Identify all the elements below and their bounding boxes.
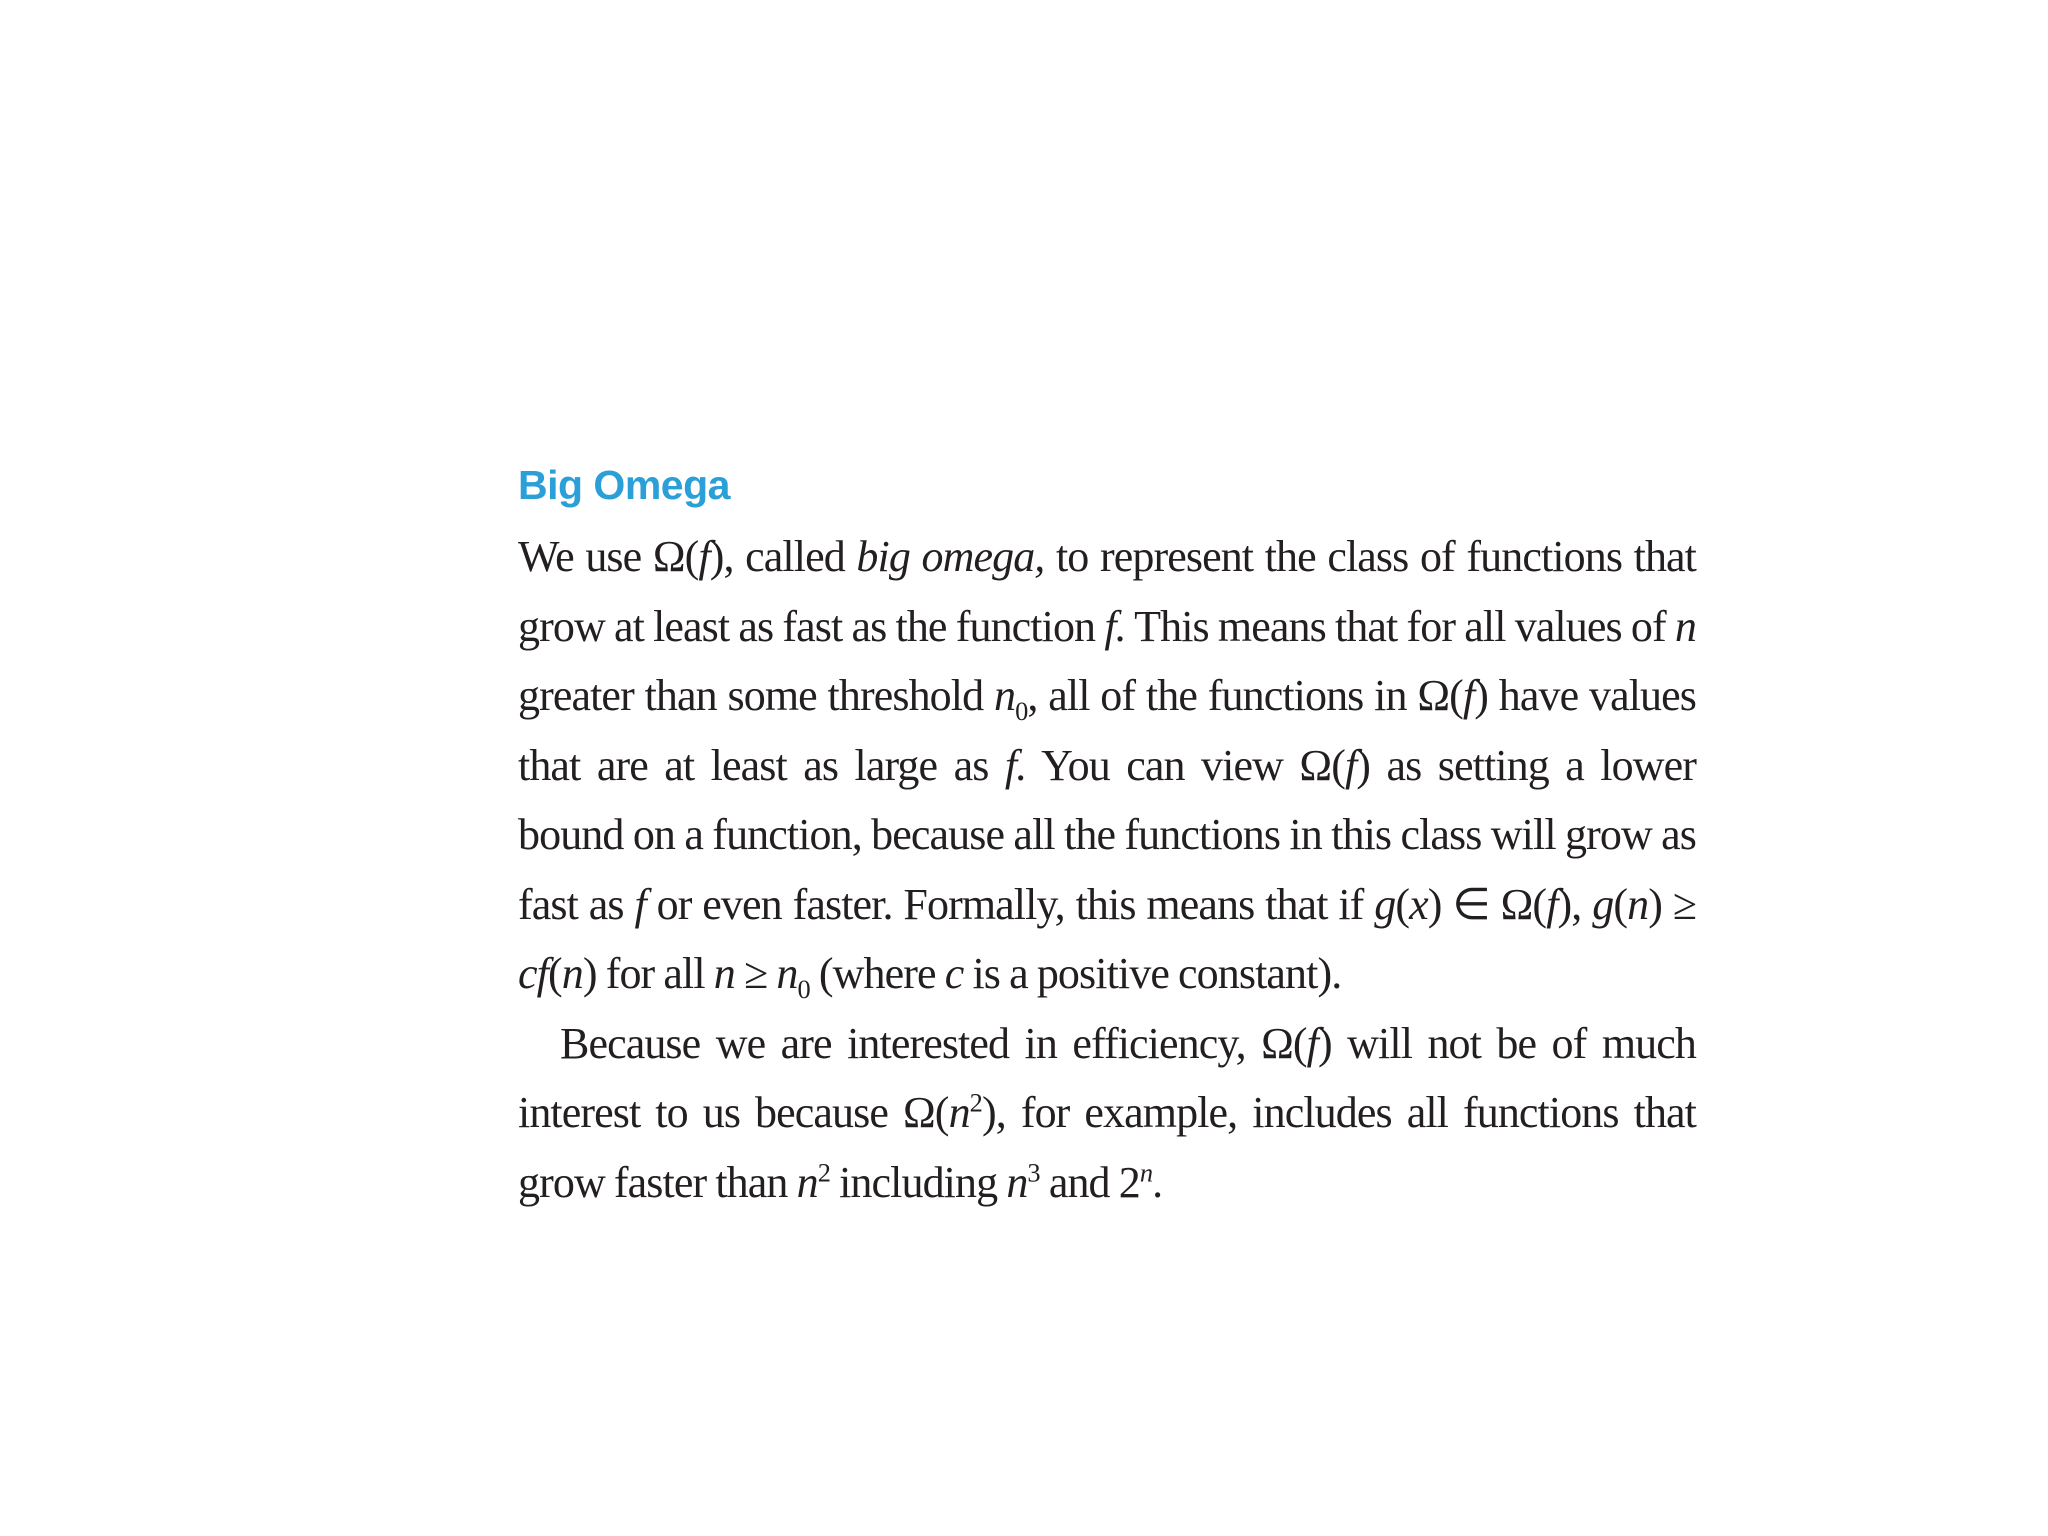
- text-run: big omega,: [856, 532, 1045, 581]
- text-run: , all of the functions in Ω(: [1027, 671, 1463, 720]
- text-run: n: [948, 1088, 970, 1137]
- text-run: f: [634, 879, 646, 929]
- text-run: 0: [797, 973, 810, 1004]
- text-run: You can view Ω(: [1026, 740, 1345, 790]
- text-run: ), called: [709, 532, 857, 581]
- text-run: x: [1409, 879, 1428, 929]
- superscript: [970, 1087, 982, 1117]
- text-run: 0: [1015, 695, 1028, 726]
- text-run: n: [1627, 879, 1649, 929]
- text-run: ) have values that are at least as large as: [518, 671, 1697, 790]
- subscript: [797, 974, 809, 1004]
- text-run: greater than some threshold: [518, 671, 994, 720]
- text-run: f: [1306, 1018, 1318, 1068]
- section-body: [518, 522, 1696, 1217]
- text-run: 3: [1027, 1156, 1040, 1187]
- text-run: Because we are interested in efficiency, Ω(: [560, 1018, 1307, 1068]
- text-run: n: [713, 949, 735, 998]
- text-run: ) for all: [582, 949, 714, 998]
- text-run: n: [561, 949, 583, 998]
- text-run: ) as setting a lower bound on a function, because all the functions in this class will grow as fast as: [518, 740, 1696, 929]
- paragraph: [518, 522, 1696, 1009]
- superscript: [818, 1157, 830, 1187]
- text-run: f: [698, 532, 710, 581]
- text-run: is a positive constant).: [963, 949, 1342, 998]
- text-run: cf: [518, 949, 548, 998]
- text-run: g: [1592, 879, 1614, 929]
- text-run: (: [1613, 879, 1628, 929]
- text-run: ≥: [734, 949, 777, 998]
- text-run: including: [830, 1157, 1007, 1207]
- text-run: n: [796, 1157, 818, 1207]
- text-run: ) ≥: [1648, 879, 1697, 929]
- text-run: g: [1374, 879, 1396, 929]
- text-run: (: [1395, 879, 1410, 929]
- text-run: or even faster. Formally, this means that if: [645, 879, 1375, 929]
- text-run: ) will not be of much interest to us because Ω(: [518, 1018, 1696, 1137]
- text-run: n: [1006, 1157, 1028, 1207]
- superscript: [1027, 1157, 1039, 1187]
- text-run: ), for example, includes all functions that grow faster than: [518, 1088, 1697, 1207]
- text-run: and 2: [1039, 1157, 1140, 1207]
- text-run: c: [944, 949, 964, 998]
- text-run: ) ∈ Ω(: [1427, 879, 1547, 929]
- text-run: 2: [969, 1087, 982, 1118]
- text-run: f: [1344, 740, 1357, 790]
- text-run: This means that for all values of: [1125, 601, 1675, 651]
- superscript: [1140, 1157, 1152, 1187]
- text-run: .: [1152, 1157, 1163, 1207]
- text-run: n: [776, 949, 798, 998]
- text-run: (where: [809, 949, 945, 998]
- text-run: f.: [1104, 601, 1126, 651]
- text-run: ),: [1557, 879, 1593, 929]
- text-run: f.: [1004, 740, 1027, 790]
- text-run: n: [1139, 1156, 1153, 1187]
- paragraph: [518, 1009, 1696, 1218]
- text-run: to represent the class of functions that grow at least as fast as the function: [518, 532, 1696, 651]
- text-run: n: [993, 671, 1016, 720]
- text-run: (: [547, 949, 562, 998]
- subscript: [1015, 696, 1027, 726]
- text-run: f: [1546, 879, 1558, 929]
- text-run: We use Ω(: [518, 532, 699, 581]
- section-heading: Big Omega: [518, 462, 730, 508]
- text-run: f: [1462, 671, 1475, 720]
- text-run: 2: [817, 1156, 830, 1187]
- text-run: n: [1674, 601, 1696, 651]
- big-omega-section: [518, 456, 1696, 1217]
